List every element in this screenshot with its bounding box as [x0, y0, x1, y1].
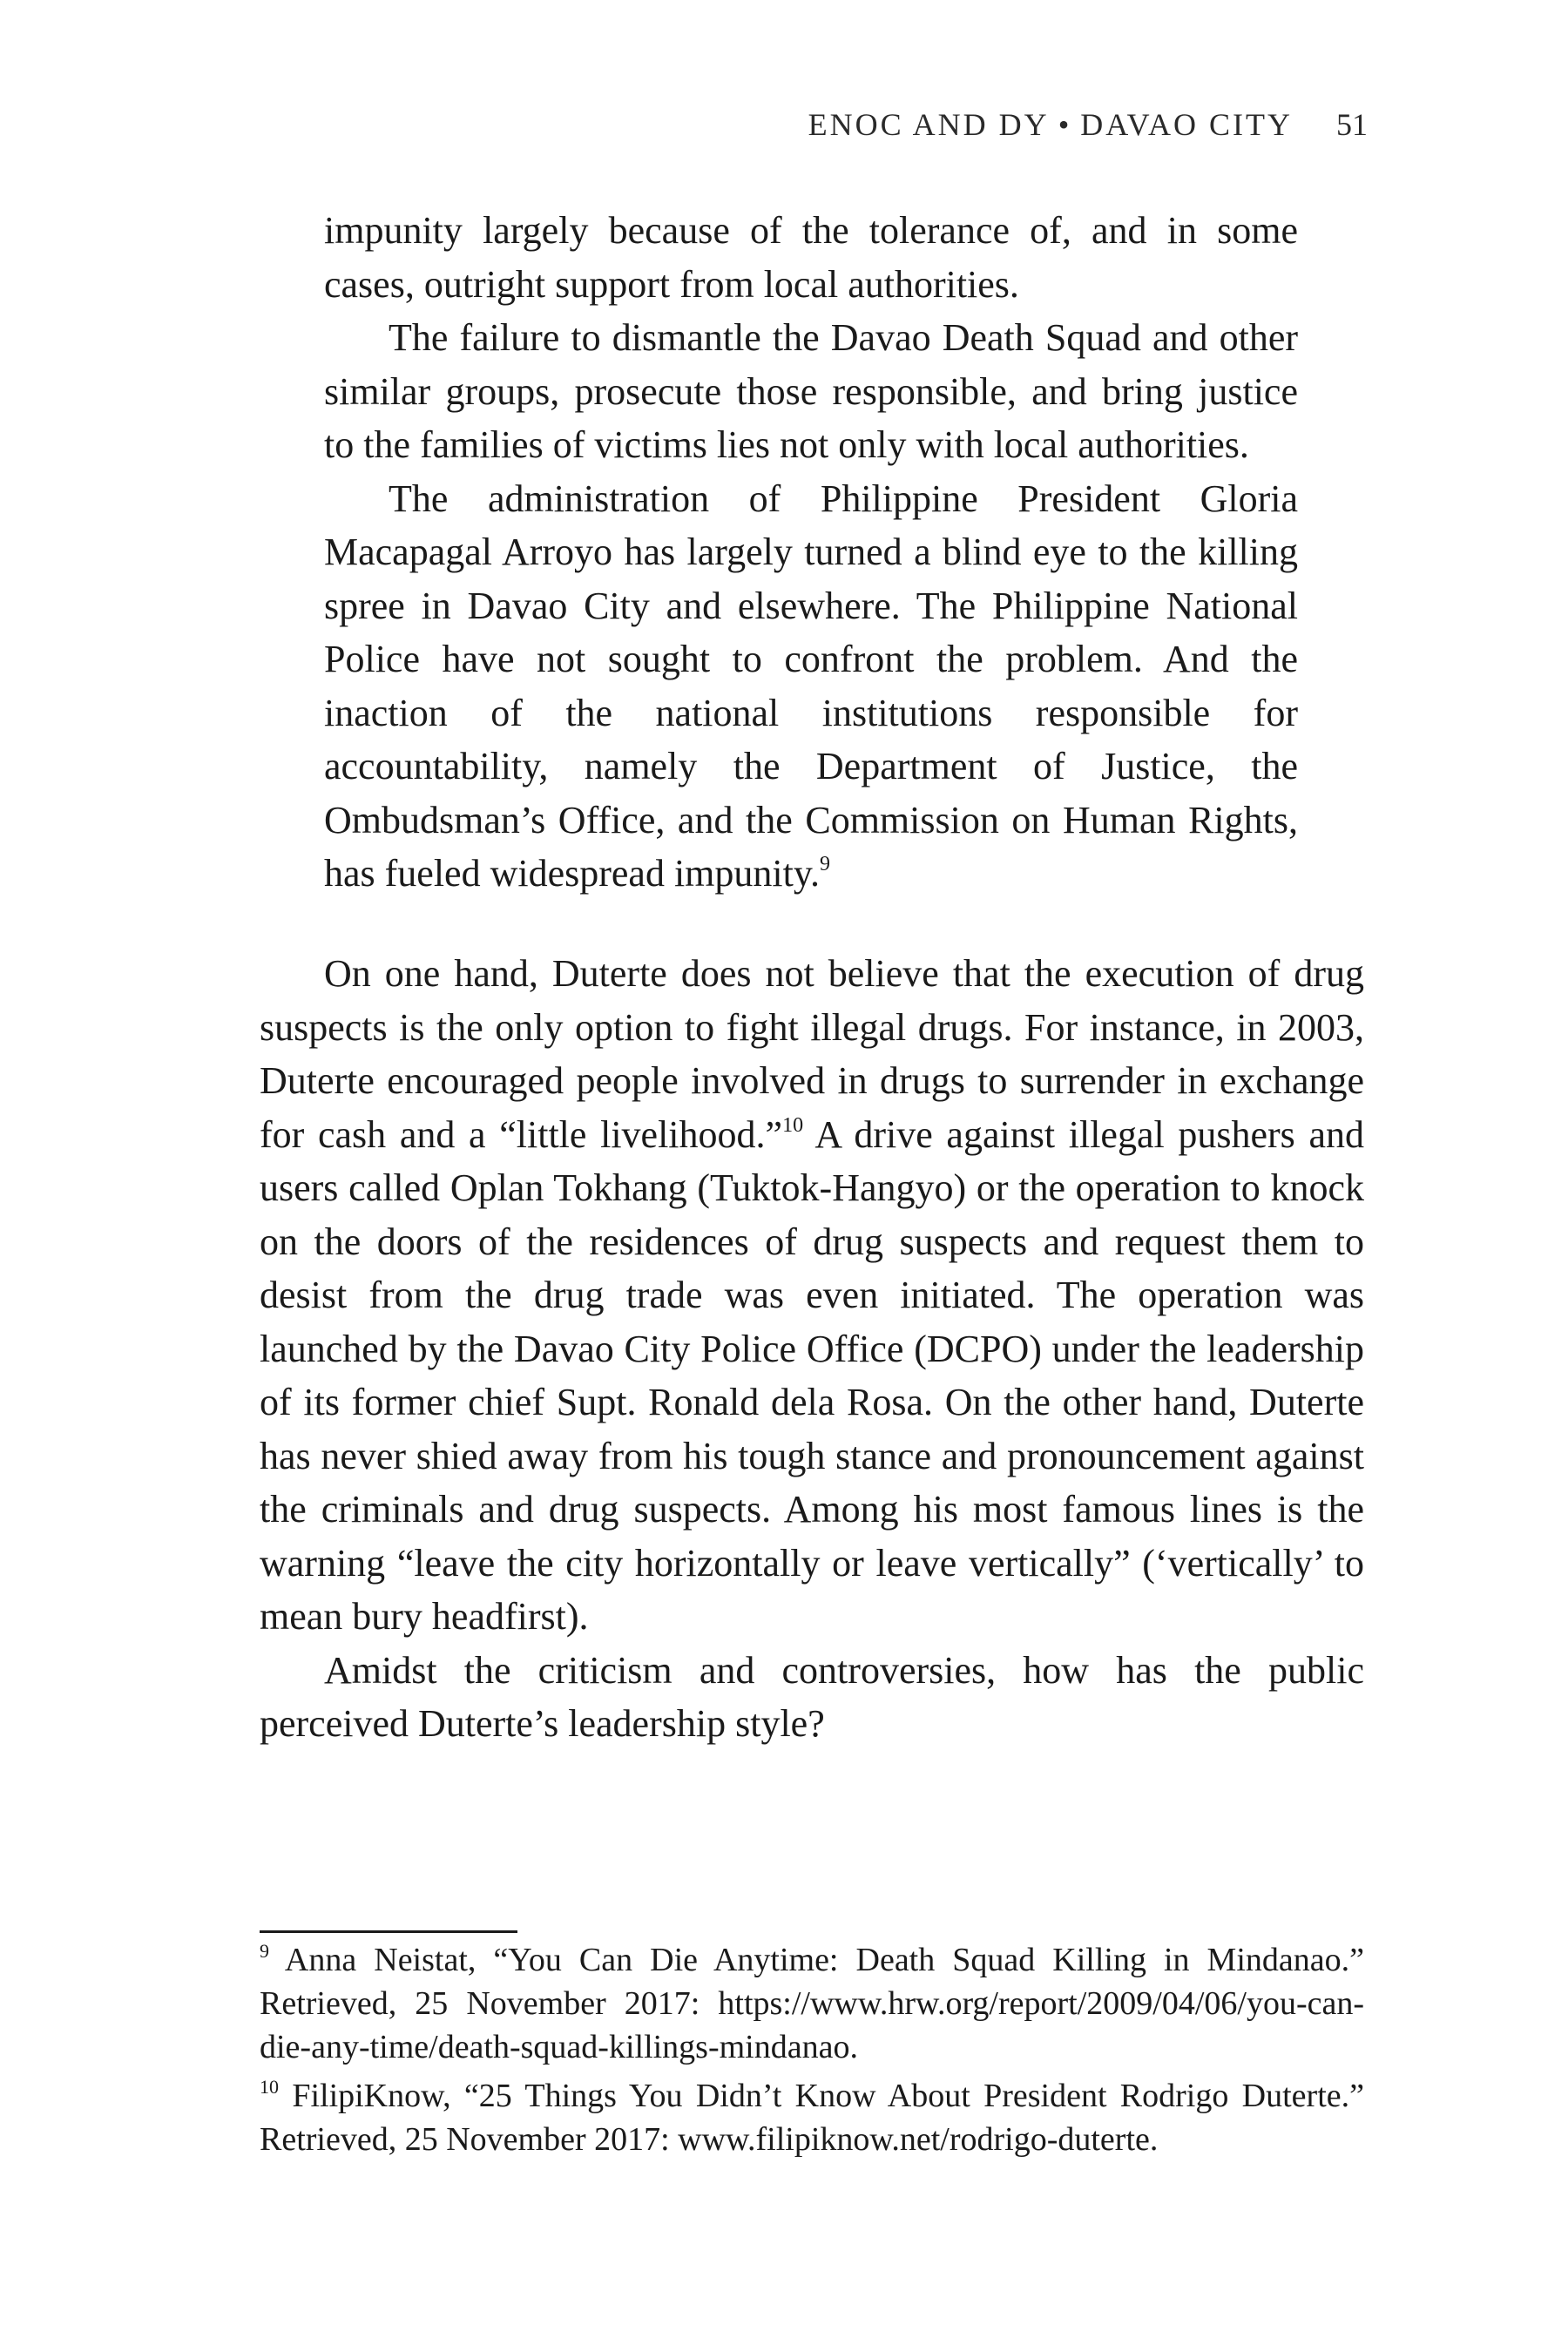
body-paragraph-1-part-b: A drive against illegal pushers and users called Oplan Tokhang (Tuktok-Hangyo) or the operation to knock on the doors of the residences of drug suspects and request them to desist from the drug trade was even initiated. The operation was launched by the Davao City Police Office (DCPO) under the leadership of its former chief Supt. Ronald dela Rosa. On the other hand, Duterte has never shied away from his tough stance and pronouncement against the criminals and drug suspects. Among his most famous lines is the warning “leave the city horizontally or leave vertically” (‘vertically’ to mean bury headfirst).: [260, 1112, 1365, 1638]
footnote-ref-9[interactable]: 9: [820, 853, 830, 875]
footnote-9: [260, 1938, 1364, 2069]
footnote-10-text: FilipiKnow, “25 Things You Didn’t Know About President Rodrigo Duterte.” Retrieved, 25 November 2017: www.filipiknow.net/rodrigo-duterte.: [260, 2078, 1364, 2158]
running-title-chapter: DAVAO CITY: [1080, 107, 1293, 142]
footnote-rule: [260, 1930, 517, 1933]
quote-paragraph-3-text: The administration of Philippine President Gloria Macapagal Arroyo has largely turned a blind eye to the killing spree in Davao City and elsewhere. The Philippine National Police have not sought to confront the problem. And the inaction of the national institutions responsible for accountability, namely the Department of Justice, the Ombudsman’s Office, and the Commission on Human Rights, has fueled widespread impunity.: [324, 476, 1298, 895]
footnote-9-number: 9: [260, 1940, 269, 1962]
footnote-9-text: Anna Neistat, “You Can Die Anytime: Death Squad Killing in Mindanao.” Retrieved, 25 November 2017: https://www.hrw.org/report/2009/04/06/you-can-die-any-time/death-squad-killings-mindanao.: [260, 1942, 1364, 2065]
footnote-10: [260, 2074, 1364, 2161]
body-paragraph-1-part-a: On one hand, Duterte does not believe that the execution of drug suspects is the only option to fight illegal drugs. For instance, in 2003, Duterte encouraged people involved in drugs to surrender in exchange for cash and a “little livelihood.”: [260, 952, 1364, 1156]
body-text: [260, 947, 1364, 1751]
block-quote: [324, 204, 1298, 901]
quote-paragraph-2: The failure to dismantle the Davao Death Squad and other similar groups, prosecute those responsible, and bring justice to the families of victims lies not only with local authorities.: [324, 316, 1298, 466]
running-header: [808, 106, 1368, 143]
quote-paragraph-1: impunity largely because of the tolerance of, and in some cases, outright support from local authorities.: [324, 209, 1298, 306]
body-paragraph-1: [260, 947, 1364, 1644]
running-title-authors: ENOC AND DY: [808, 107, 1050, 142]
footnote-ref-10[interactable]: 10: [782, 1113, 804, 1137]
quote-paragraph-3: [324, 472, 1298, 901]
footnotes: [260, 1938, 1364, 2161]
header-separator: •: [1058, 107, 1072, 142]
page-number: 51: [1336, 107, 1368, 142]
footnote-10-number: 10: [260, 2076, 279, 2098]
body-paragraph-2: Amidst the criticism and controversies, how has the public perceived Duterte’s leadership style?: [260, 1648, 1364, 1745]
